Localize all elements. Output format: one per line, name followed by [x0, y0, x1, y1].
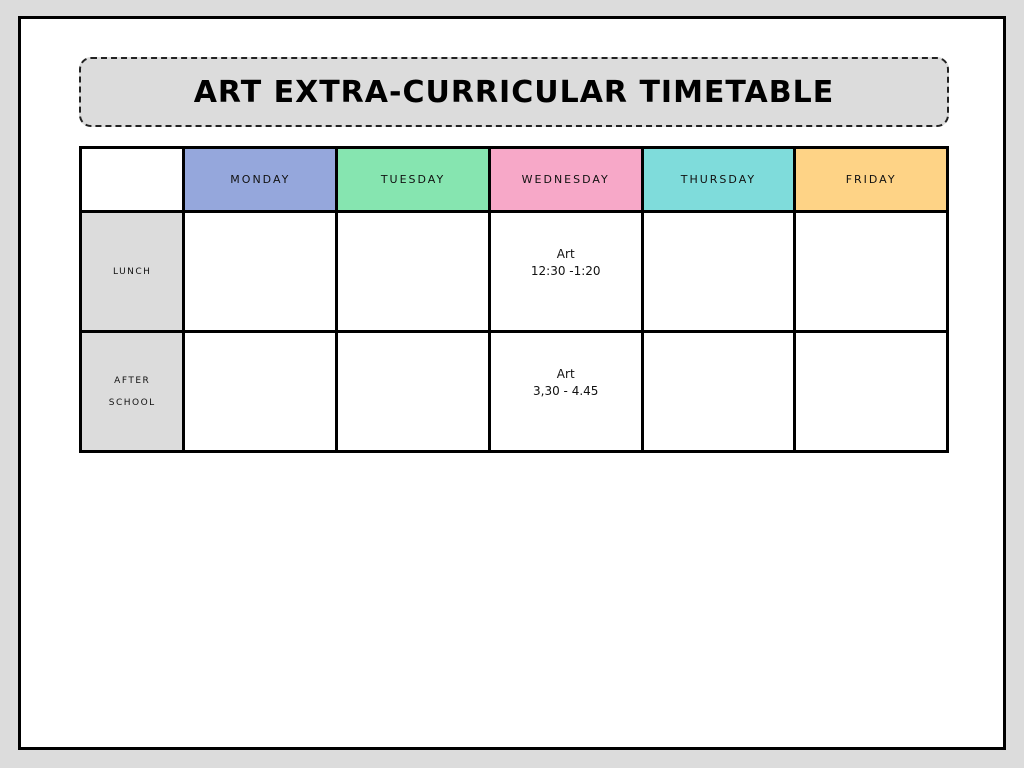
row-label-lunch [81, 212, 184, 332]
row-label-after-school [81, 332, 184, 452]
cell-lunch-monday [184, 212, 337, 332]
session-time: 3,30 - 4.45 [533, 384, 599, 398]
row-label-line: LUNCH [113, 266, 152, 277]
corner-cell [81, 148, 184, 212]
header-row [81, 148, 948, 212]
cell-lunch-friday [795, 212, 948, 332]
day-header-tuesday: TUESDAY [337, 148, 490, 212]
cell-lunch-tuesday [337, 212, 490, 332]
title-banner [79, 57, 949, 127]
day-header-monday: MONDAY [184, 148, 337, 212]
session-name: Art [556, 247, 575, 261]
cell-lunch-wednesday [489, 212, 642, 332]
row-lunch [81, 212, 948, 332]
cell-after-school-thursday [642, 332, 795, 452]
session-name: Art [556, 367, 575, 381]
page-title: ART EXTRA-CURRICULAR TIMETABLE [193, 74, 835, 110]
cell-after-school-tuesday [337, 332, 490, 452]
cell-after-school-wednesday [489, 332, 642, 452]
row-label-line: SCHOOL [108, 397, 156, 408]
cell-lunch-thursday [642, 212, 795, 332]
timetable-grid [79, 146, 949, 453]
day-header-friday: FRIDAY [795, 148, 948, 212]
cell-after-school-monday [184, 332, 337, 452]
session-time: 12:30 -1:20 [530, 264, 601, 278]
day-header-thursday: THURSDAY [642, 148, 795, 212]
cell-after-school-friday [795, 332, 948, 452]
row-label-line: AFTER [114, 375, 151, 386]
row-after-school [81, 332, 948, 452]
timetable-page [18, 16, 1006, 750]
day-header-wednesday: WEDNESDAY [489, 148, 642, 212]
